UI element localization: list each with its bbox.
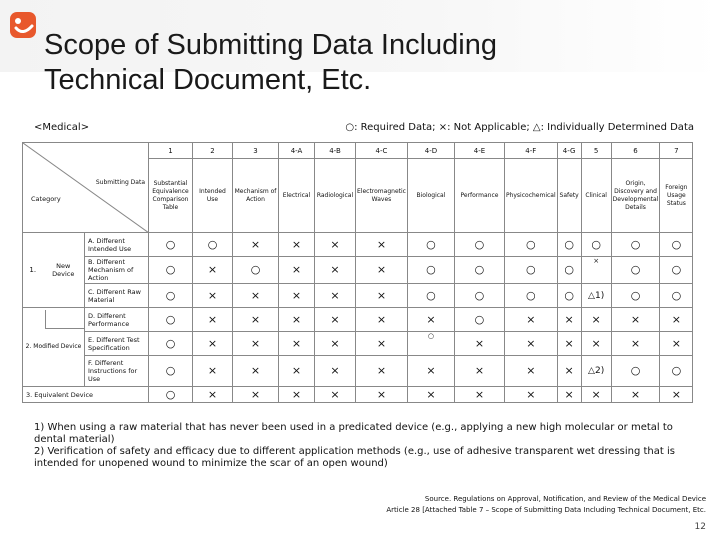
table-cell: ○: [660, 233, 693, 257]
table-cell: ×: [454, 332, 504, 356]
table-cell: ×: [557, 308, 581, 332]
col-name: Mechanism of Action: [233, 159, 279, 233]
col-number: 4-E: [454, 143, 504, 159]
page-number: 12: [694, 522, 706, 532]
table-cell: ×: [315, 308, 356, 332]
col-name: Substantial Equivalence Comparison Table: [149, 159, 193, 233]
table-cell: ×: [233, 284, 279, 308]
table-cell: ×: [407, 308, 454, 332]
table-cell: ×: [504, 356, 557, 387]
table-cell: ×: [279, 387, 315, 403]
table-cell: ×: [233, 308, 279, 332]
table-cell: ×: [193, 332, 233, 356]
table-cell: ×: [557, 356, 581, 387]
col-name: Electrical: [279, 159, 315, 233]
row-label: D. Different Performance: [85, 308, 149, 332]
source-line-1: Source. Regulations on Approval, Notification, and Review of the Medical Device: [424, 495, 706, 503]
table-cell: ×: [581, 308, 611, 332]
table-cell: ○: [611, 233, 660, 257]
table-cell: ○: [454, 308, 504, 332]
table-cell: ○: [581, 233, 611, 257]
table-cell: ○: [233, 257, 279, 284]
table-row: [23, 332, 693, 356]
table-cell: ×: [315, 332, 356, 356]
title-line-1: Scope of Submitting Data Including: [44, 29, 497, 61]
table-cell: ×: [279, 257, 315, 284]
table-row: [23, 257, 693, 284]
table-cell: ×: [356, 233, 408, 257]
table-cell: ×: [660, 387, 693, 403]
col-name: Physicochemical: [504, 159, 557, 233]
table-cell: ×: [557, 387, 581, 403]
table-cell: ×: [407, 356, 454, 387]
row-label: C. Different Raw Material: [85, 284, 149, 308]
table-cell: ×: [233, 233, 279, 257]
row-label: A. Different Intended Use: [85, 233, 149, 257]
table-cell: ○: [407, 233, 454, 257]
table-cell: ○: [660, 257, 693, 284]
diagonal-line: [23, 143, 149, 233]
table-cell: ○: [149, 284, 193, 308]
col-number: 4-B: [315, 143, 356, 159]
table-cell: ×: [356, 257, 408, 284]
col-number: 4-D: [407, 143, 454, 159]
table-cell: ○: [660, 356, 693, 387]
modified-device-label: 2. Modified Device: [25, 343, 82, 350]
table-cell: ○: [149, 387, 193, 403]
table-cell: ○: [407, 257, 454, 284]
col-name: Performance: [454, 159, 504, 233]
table-cell: ○: [611, 356, 660, 387]
table-row: [23, 356, 693, 387]
table-cell: ×: [356, 308, 408, 332]
modified-device-group: [23, 308, 85, 387]
scope-table: [22, 142, 693, 403]
col-number: 4-F: [504, 143, 557, 159]
table-cell: ○: [149, 233, 193, 257]
col-name: Electromagnetic Waves: [356, 159, 408, 233]
slide-title: [44, 28, 604, 98]
table-cell: ×: [581, 387, 611, 403]
table-cell: ×: [356, 284, 408, 308]
table-cell: ×: [193, 387, 233, 403]
company-logo-icon: [8, 10, 40, 40]
col-name: Origin, Discovery and Developmental Details: [611, 159, 660, 233]
source-citation: [386, 494, 706, 516]
col-number: 5: [581, 143, 611, 159]
table-cell: ×: [581, 332, 611, 356]
table-cell: ○: [454, 233, 504, 257]
table-cell: ○: [149, 332, 193, 356]
legend-text: ○: Required Data; ×: Not Applicable; △: Individually Determined Data: [345, 122, 694, 133]
table-cell: ×: [504, 308, 557, 332]
table-cell: ○: [557, 284, 581, 308]
submitting-data-label: Submitting Data: [95, 179, 145, 186]
table-cell: ×: [454, 356, 504, 387]
table-cell: ×: [660, 332, 693, 356]
table-cell: ×: [611, 308, 660, 332]
footnotes: [34, 422, 694, 470]
table-row: [23, 387, 693, 403]
col-number: 4-A: [279, 143, 315, 159]
table-cell: ○: [504, 257, 557, 284]
table-cell: ×: [315, 387, 356, 403]
col-name: Biological: [407, 159, 454, 233]
col-number: 2: [193, 143, 233, 159]
new-device-group-label: New Device: [43, 233, 85, 308]
col-number: 4-C: [356, 143, 408, 159]
table-row: [23, 308, 693, 332]
col-name: Foreign Usage Status: [660, 159, 693, 233]
table-cell: ×: [193, 308, 233, 332]
table-cell: ×: [504, 387, 557, 403]
source-line-2: Article 28 [Attached Table 7 – Scope of Submitting Data Including Technical Document, Etc.: [386, 506, 706, 514]
col-number: 4-G: [557, 143, 581, 159]
table-cell: ×: [356, 356, 408, 387]
row-label: B. Different Mechanism of Action: [85, 257, 149, 284]
table-cell: ×: [233, 356, 279, 387]
table-cell: ×: [279, 356, 315, 387]
table-cell: ○: [193, 233, 233, 257]
table-cell: ○: [149, 356, 193, 387]
table-cell: ○: [454, 284, 504, 308]
table-cell: ×: [315, 356, 356, 387]
table-cell: ○: [504, 284, 557, 308]
table-cell: ×: [279, 284, 315, 308]
table-cell: ×: [233, 332, 279, 356]
table-cell: ×: [660, 308, 693, 332]
table-cell: △2): [581, 356, 611, 387]
table-cell: △1): [581, 284, 611, 308]
table-cell: ×: [611, 332, 660, 356]
header-number-row: [23, 143, 693, 159]
title-line-2: Technical Document, Etc.: [44, 64, 372, 96]
table-row: [23, 233, 693, 257]
col-name: Clinical: [581, 159, 611, 233]
table-cell: ×: [504, 332, 557, 356]
col-name: Intended Use: [193, 159, 233, 233]
table-cell: ○: [504, 233, 557, 257]
table-cell: ×: [356, 387, 408, 403]
table-cell: ○: [611, 284, 660, 308]
col-name: Radiological: [315, 159, 356, 233]
col-number: 6: [611, 143, 660, 159]
table-cell: ○: [454, 257, 504, 284]
category-label: Category: [31, 195, 61, 203]
footnote-1: 1) When using a raw material that has never been used in a predicated device (e.g., applying a new high molecular or metal to dental material): [34, 422, 673, 445]
table-cell: ×: [315, 284, 356, 308]
table-cell: ○: [611, 257, 660, 284]
col-name: Safety: [557, 159, 581, 233]
col-number: 7: [660, 143, 693, 159]
table-cell: ×: [279, 332, 315, 356]
table-cell: ×: [279, 233, 315, 257]
table-cell: ○: [407, 332, 454, 356]
table-cell: ×: [315, 233, 356, 257]
table-cell: ×: [356, 332, 408, 356]
footnote-2: 2) Verification of safety and efficacy due to different application methods (e.g., use of adhesive transparent wet dressing that is intended for unopened wound to minimize the scar of an open wound): [34, 446, 675, 469]
table-cell: ×: [233, 387, 279, 403]
equivalent-device-label: 3. Equivalent Device: [23, 387, 149, 403]
table-cell: ×: [611, 387, 660, 403]
col-number: 1: [149, 143, 193, 159]
table-cell: ○: [407, 284, 454, 308]
table-cell: ×: [193, 356, 233, 387]
table-cell: ○: [557, 257, 581, 284]
table-cell: ×: [315, 257, 356, 284]
col-number: 3: [233, 143, 279, 159]
row-label: E. Different Test Specification: [85, 332, 149, 356]
table-cell: ○: [149, 257, 193, 284]
table-cell: ○: [660, 284, 693, 308]
medical-label: <Medical>: [34, 122, 90, 133]
table-row: [23, 284, 693, 308]
modified-device-divider: [45, 310, 85, 329]
row-label: F. Different Instructions for Use: [85, 356, 149, 387]
table-cell: ○: [557, 233, 581, 257]
table-cell: ○: [149, 308, 193, 332]
new-device-group-number: 1.: [23, 233, 43, 308]
table-cell: ×: [581, 257, 611, 284]
table-cell: ×: [193, 284, 233, 308]
header-diagonal-cell: [23, 143, 149, 233]
table-cell: ×: [407, 387, 454, 403]
table-cell: ×: [279, 308, 315, 332]
table-cell: ×: [557, 332, 581, 356]
table-cell: ×: [454, 387, 504, 403]
table-cell: ×: [193, 257, 233, 284]
